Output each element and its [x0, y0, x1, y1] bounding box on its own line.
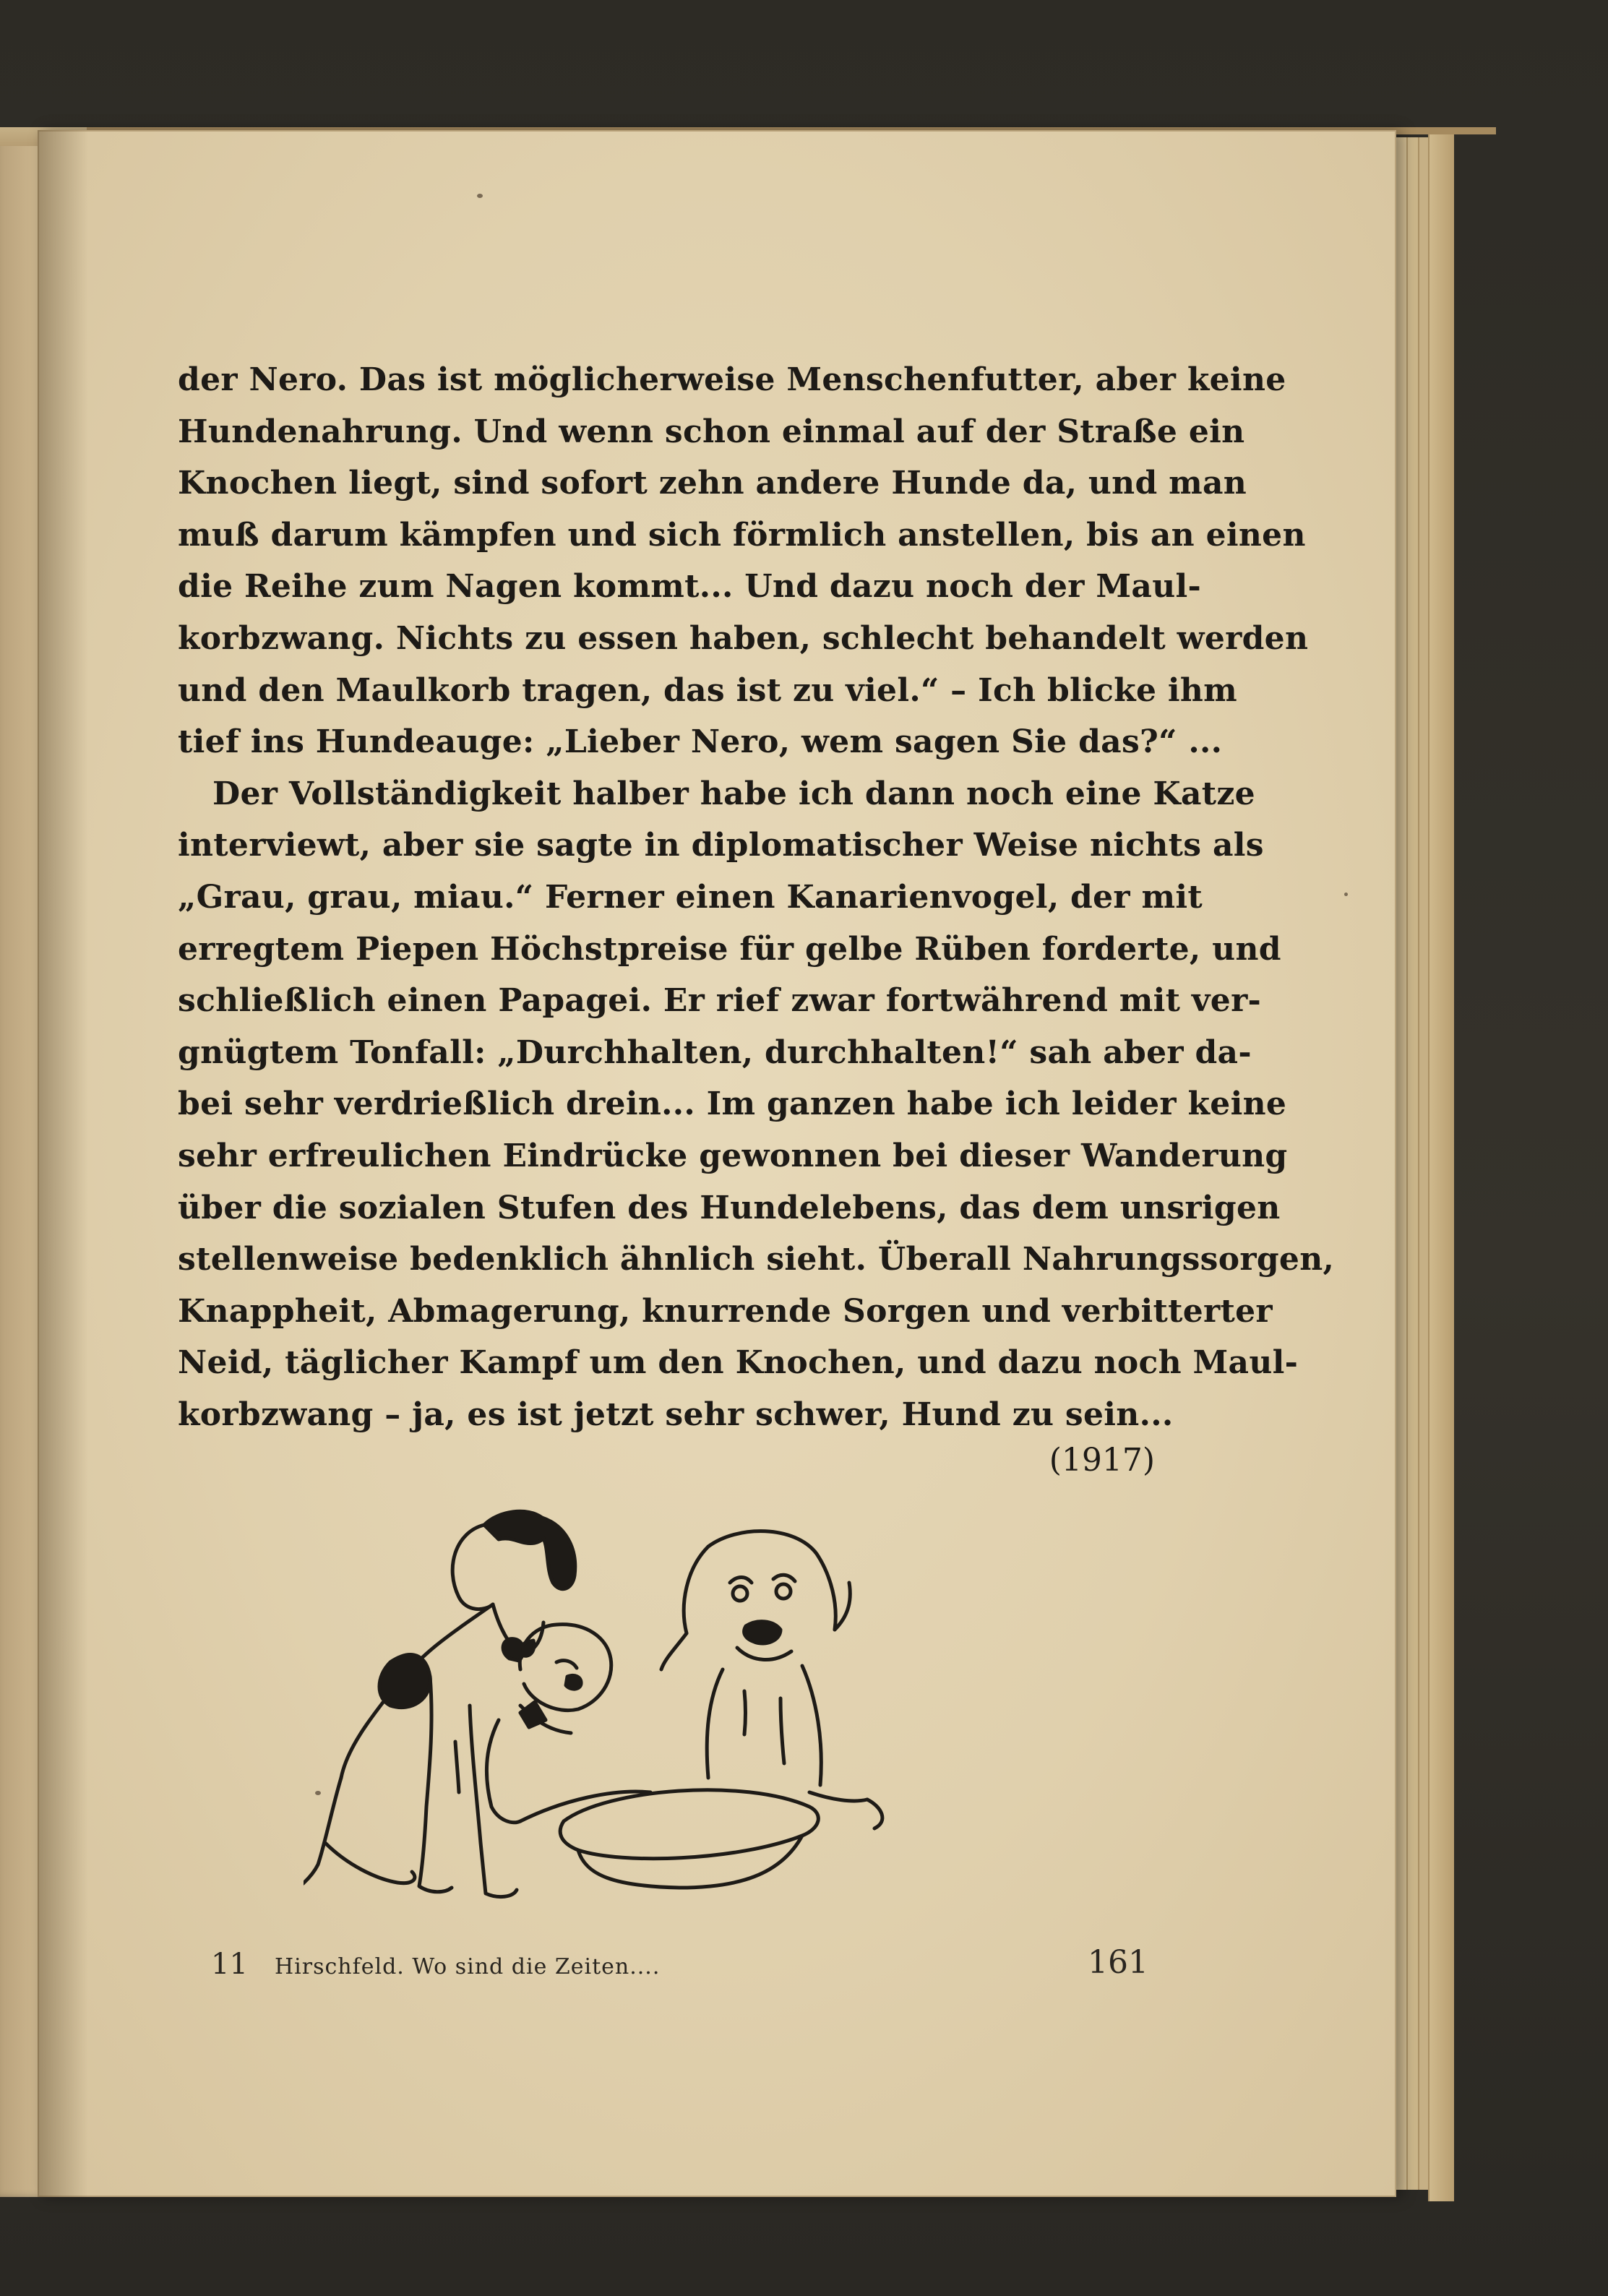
text-line: erregtem Piepen Höchstpreise für gelbe Rüben forderte, und — [178, 930, 1281, 968]
text-line: bei sehr verdrießlich drein... Im ganzen habe ich leider keine — [178, 1085, 1287, 1123]
text-line: schließlich einen Papagei. Er rief zwar fortwährend mit ver- — [178, 982, 1262, 1020]
book-cover-edge — [1428, 133, 1454, 2201]
page-body-text — [178, 354, 1335, 1440]
text-line: Knappheit, Abmagerung, knurrende Sorgen und verbitterter — [178, 1292, 1273, 1330]
text-line: tief ins Hundeauge: „Lieber Nero, wem sagen Sie das?“ ... — [178, 723, 1223, 761]
text-line: korbzwang. Nichts zu essen haben, schlecht behandelt werden — [178, 619, 1309, 657]
text-line: Der Vollständigkeit halber habe ich dann noch eine Katze — [212, 775, 1255, 812]
text-line: interviewt, aber sie sagte in diplomatischer Weise nichts als — [178, 827, 1264, 864]
page-number: 161 — [1088, 1944, 1148, 1981]
text-line: über die sozialen Stufen des Hundelebens, das dem unsrigen — [178, 1189, 1281, 1226]
text-line: Neid, täglicher Kampf um den Knochen, und dazu noch Maul- — [178, 1344, 1299, 1382]
signature-mark: 11 — [211, 1948, 248, 1981]
dogs-illustration — [304, 1503, 1012, 1908]
text-line: die Reihe zum Nagen kommt... Und dazu noch der Maul- — [178, 568, 1202, 606]
text-line: stellenweise bedenklich ähnlich sieht. Überall Nahrungssorgen, — [178, 1241, 1335, 1278]
text-line: korbzwang – ja, es ist jetzt sehr schwer, Hund zu sein... — [178, 1396, 1174, 1433]
paper-speck — [315, 1791, 321, 1795]
text-line: muß darum kämpfen und sich förmlich anstellen, bis an einen — [178, 516, 1306, 554]
text-line: sehr erfreulichen Eindrücke gewonnen bei dieser Wanderung — [178, 1137, 1288, 1174]
paper-speck — [1344, 893, 1348, 896]
text-line: „Grau, grau, miau.“ Ferner einen Kanarienvogel, der mit — [178, 878, 1203, 916]
text-line: Hundenahrung. Und wenn schon einmal auf der Straße ein — [178, 413, 1245, 450]
running-footer-title: Hirschfeld. Wo sind die Zeiten.... — [275, 1954, 661, 1979]
text-line: der Nero. Das ist möglicherweise Menschenfutter, aber keine — [178, 361, 1286, 398]
text-line: gnügtem Tonfall: „Durchhalten, durchhalten!“ sah aber da- — [178, 1033, 1252, 1071]
page-gutter-shadow — [38, 130, 88, 2197]
text-line: und den Maulkorb tragen, das ist zu viel.“ – Ich blicke ihm — [178, 671, 1238, 709]
text-line: Knochen liegt, sind sofort zehn andere Hunde da, und man — [178, 465, 1247, 502]
paper-speck — [477, 194, 483, 198]
year-note: (1917) — [1049, 1442, 1155, 1479]
